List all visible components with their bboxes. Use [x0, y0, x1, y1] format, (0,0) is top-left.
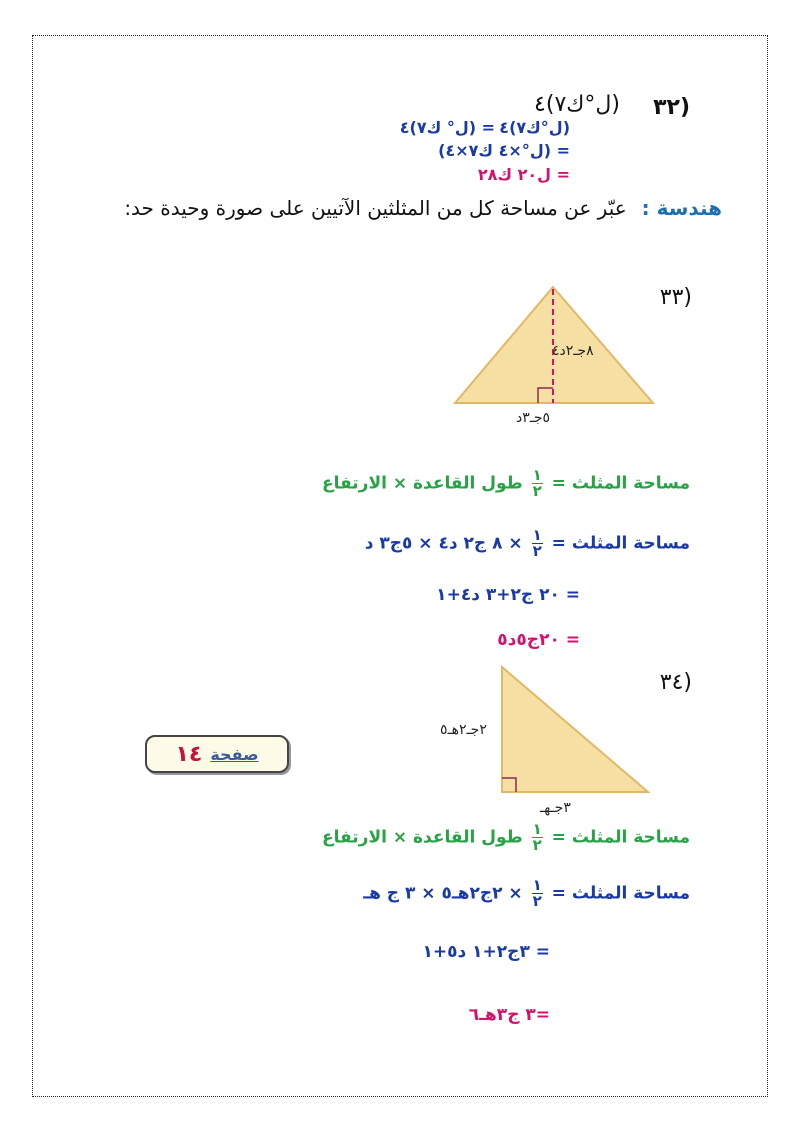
area-substitution-right: × ٨ ج٢ د٤ × ٥ج٣ د: [364, 533, 523, 554]
problem-32-expression: (ل°ك٧)٤: [534, 92, 620, 117]
problem-32-step1-right: = (ل° ك٧)٤: [399, 118, 495, 137]
problem-33-formula: [322, 468, 690, 499]
page-border: [32, 35, 768, 1097]
page-number-badge: [145, 735, 289, 773]
one-half-fraction: $\frac{١}{٢}$: [532, 820, 542, 854]
triangle-34-height-label: ٢جـ٢هـ٥: [440, 722, 487, 738]
problem-33-result: = ٢٠ج٥د٥: [497, 630, 580, 650]
area-formula-left: مساحة المثلث =: [551, 827, 690, 848]
problem-32-number: (٣٢: [653, 95, 690, 120]
one-half-fraction: $\frac{١}{٢}$: [532, 526, 542, 560]
area-formula-right: طول القاعدة × الارتفاع: [322, 827, 523, 848]
problem-33-number: (٣٣: [659, 285, 692, 310]
problem-33-substitution: [365, 528, 690, 559]
area-formula-right: طول القاعدة × الارتفاع: [322, 473, 523, 494]
geometry-label: هندسة :: [641, 196, 722, 220]
problem-33-step1: = ٢٠ ج٢+٣ د٤+١: [436, 585, 580, 605]
triangle-33-base-label: ٥جـ٣د: [516, 410, 551, 426]
area-substitution-left: مساحة المثلث =: [551, 883, 690, 904]
problem-32-step2: = (ل°×٤ ك٧×٤): [438, 141, 570, 160]
area-formula-left: مساحة المثلث =: [551, 473, 690, 494]
triangle-33-height-label: ٨جـ٢د٤: [552, 343, 594, 359]
triangle-34: [500, 665, 650, 795]
one-half-fraction: $\frac{١}{٢}$: [532, 466, 542, 500]
problem-34-result: =٣ ج٣هـ٦: [468, 1005, 550, 1025]
problem-34-formula: [322, 822, 690, 853]
page-word: صفحة: [210, 744, 259, 764]
problem-32-step3: = ل٢٠ ك٢٨: [477, 165, 570, 184]
triangle-34-shape: [502, 667, 648, 792]
one-half-fraction: $\frac{١}{٢}$: [532, 876, 542, 910]
area-substitution-left: مساحة المثلث =: [551, 533, 690, 554]
geometry-instruction: عبّر عن مساحة كل من المثلثين الآتيين على صورة وحيدة حد:: [124, 196, 627, 220]
page-number: ١٤: [175, 741, 203, 767]
triangle-34-base-label: ٣جـهـ: [540, 800, 571, 816]
area-substitution-right: × ٢ج٢هـ٥ × ٣ ج هـ: [363, 883, 523, 904]
geometry-instruction-row: [124, 196, 722, 220]
problem-34-step1: = ٣ج٢+١ د٥+١: [422, 942, 550, 962]
problem-32-step1-left: (ل°ك٧)٤: [499, 118, 570, 137]
problem-34-substitution: [363, 878, 690, 909]
problem-34-number: (٣٤: [659, 670, 692, 695]
